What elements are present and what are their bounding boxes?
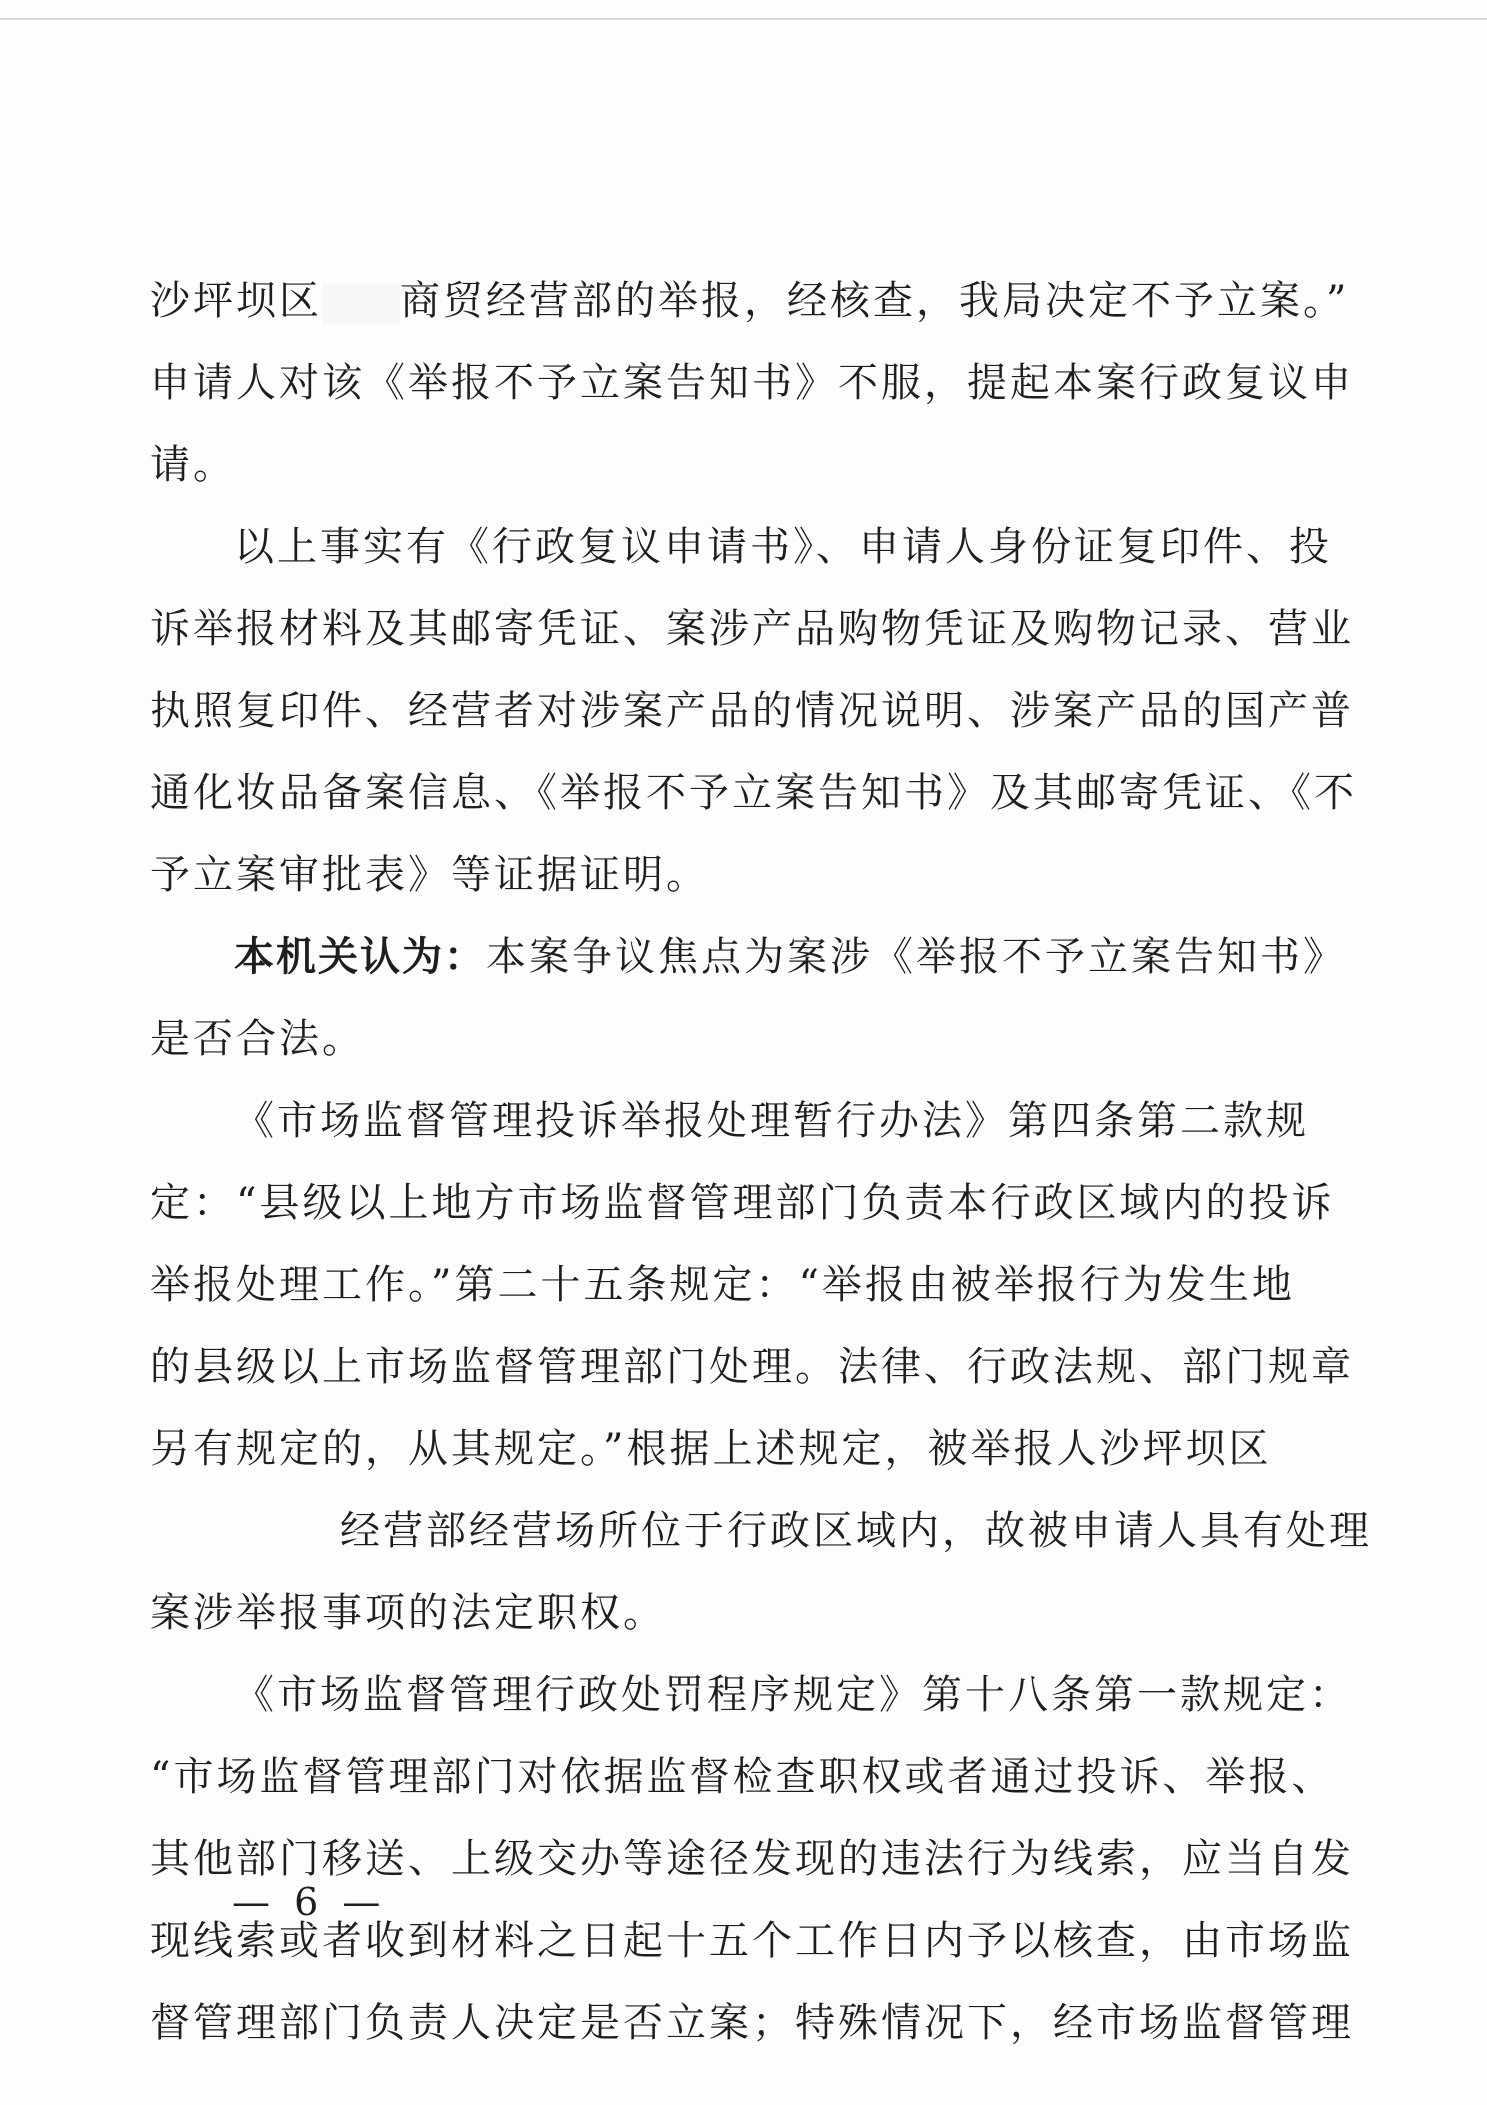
redaction-box <box>322 284 400 324</box>
document-body <box>150 260 1372 2064</box>
text-line: 督管理部门负责人决定是否立案；特殊情况下，经市场监督管理 <box>150 2000 1354 2046</box>
text-fragment: 经营部经营场所位于行政区域内，故被申请人具有处理 <box>340 1508 1372 1554</box>
text-line: 案涉举报事项的法定职权。 <box>150 1590 666 1636</box>
redaction-box <box>150 1514 340 1554</box>
text-line <box>150 260 1350 342</box>
text-line: 的县级以上市场监督管理部门处理。法律、行政法规、部门规章 <box>150 1344 1354 1390</box>
text-line: 现线索或者收到材料之日起十五个工作日内予以核查，由市场监 <box>150 1918 1354 1964</box>
paragraph-start-line <box>150 916 1346 998</box>
paragraph-start-line: 《市场监督管理行政处罚程序规定》第十八条第一款规定： <box>234 1672 1352 1718</box>
scan-edge-line <box>0 18 1487 20</box>
text-line: 举报处理工作。”第二十五条规定：“举报由被举报行为发生地 <box>150 1262 1295 1308</box>
text-line: 通化妆品备案信息、《举报不予立案告知书》及其邮寄凭证、《不 <box>150 770 1357 816</box>
text-line <box>150 1408 1300 1490</box>
text-line: 予立案审批表》等证据证明。 <box>150 852 709 898</box>
text-line: 其他部门移送、上级交办等途径发现的违法行为线索，应当自发 <box>150 1836 1354 1882</box>
text-line: 诉举报材料及其邮寄凭证、案涉产品购物凭证及购物记录、营业 <box>150 606 1354 652</box>
paragraph-start-line: 《市场监督管理投诉举报处理暂行办法》第四条第二款规 <box>234 1098 1309 1144</box>
text-line: 请。 <box>150 442 236 488</box>
text-fragment: 沙坪坝区 <box>150 278 322 324</box>
text-line: 是否合法。 <box>150 1016 365 1062</box>
text-line: “市场监督管理部门对依据监督检查职权或者通过投诉、举报、 <box>150 1754 1335 1800</box>
text-line: 定：“县级以上地方市场监督管理部门负责本行政区域内的投诉 <box>150 1180 1335 1226</box>
text-line <box>150 1490 1372 1572</box>
paragraph-start-line: 以上事实有《行政复议申请书》、申请人身份证复印件、投 <box>234 524 1332 570</box>
page-number: — 6 — <box>232 1880 387 1924</box>
text-line: 执照复印件、经营者对涉案产品的情况说明、涉案产品的国产普 <box>150 688 1354 734</box>
text-line: 申请人对该《举报不予立案告知书》不服，提起本案行政复议申 <box>150 360 1354 406</box>
text-fragment: 本案争议焦点为案涉《举报不予立案告知书》 <box>486 934 1346 980</box>
text-fragment: 商贸经营部的举报，经核查，我局决定不予立案。” <box>400 278 1350 324</box>
text-fragment: 另有规定的，从其规定。”根据上述规定，被举报人沙坪坝区 <box>150 1426 1272 1472</box>
opinion-heading: 本机关认为： <box>234 934 486 980</box>
redaction-box <box>1271 1432 1401 1472</box>
